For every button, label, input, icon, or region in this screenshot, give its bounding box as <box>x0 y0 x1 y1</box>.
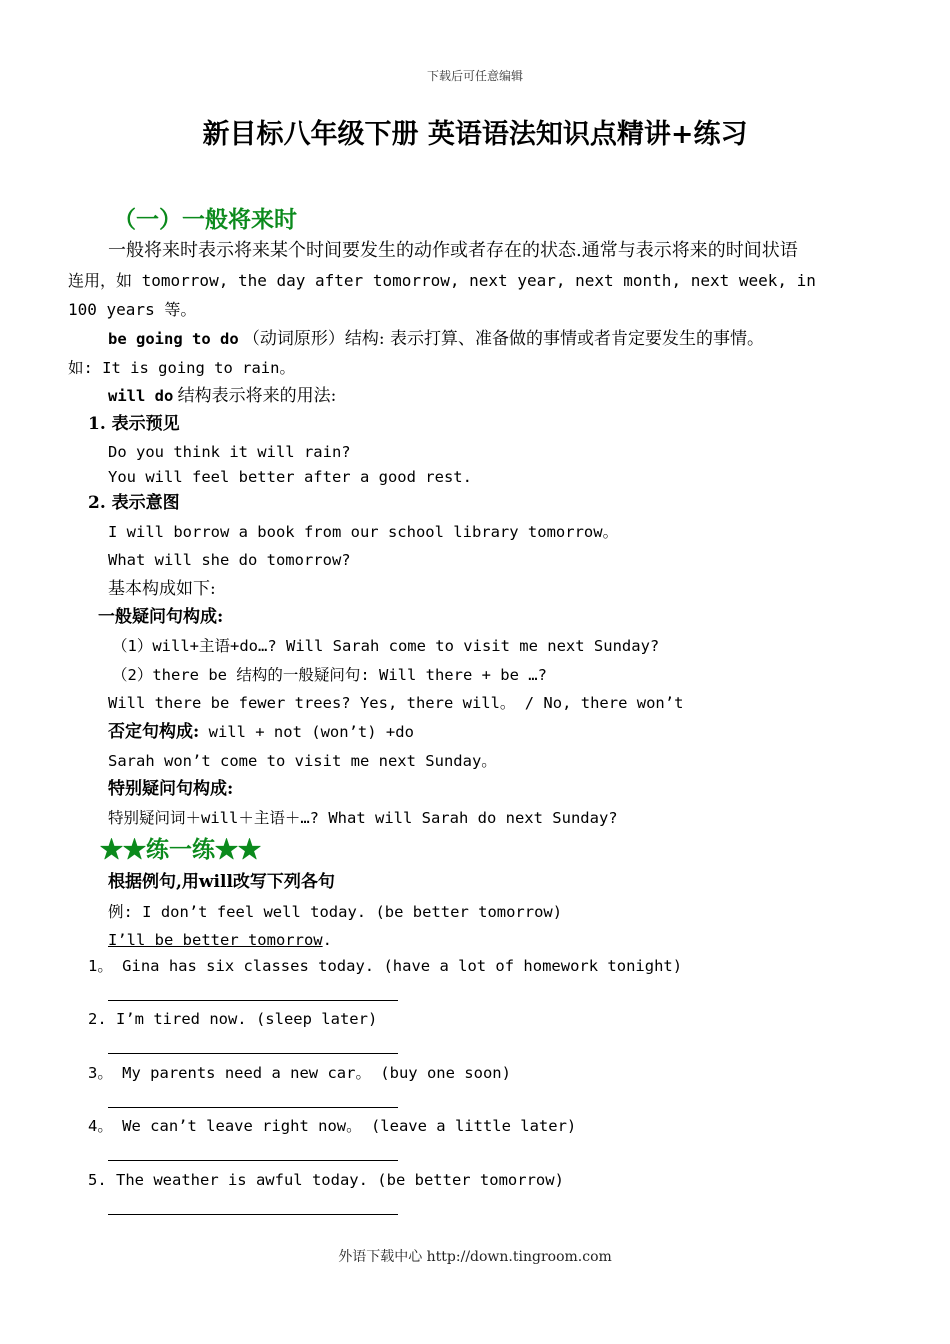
footer: 外语下载中心 http://down.tingroom.com <box>338 1249 612 1265</box>
use1-example-1: Do you think it will rain? <box>108 443 351 461</box>
exercise-item-1: 1。 Gina has six classes today. (have a lot of homework tonight) <box>88 957 683 975</box>
yesno-rule-2: （2）there be 结构的一般疑问句: Will there + be …? <box>112 666 547 684</box>
intro-line-3: 100 years 等。 <box>68 300 197 319</box>
wh-heading: 特别疑问句构成: <box>108 779 234 799</box>
answer-blank-2[interactable] <box>108 1053 398 1054</box>
use2-heading: 2. 表示意图 <box>88 493 180 513</box>
practice-example-answer-line <box>108 929 332 951</box>
yesno-example: Will there be fewer trees? Yes, there will。 / No, there won’t <box>108 694 684 712</box>
answer-blank-1[interactable] <box>108 1000 398 1001</box>
exercise-item-3: 3。 My parents need a new car。 (buy one soon) <box>88 1064 511 1082</box>
document-title: 新目标八年级下册 英语语法知识点精讲+练习 <box>202 119 748 150</box>
be-going-to-example: 如: It is going to rain。 <box>68 359 295 377</box>
use2-example-1: I will borrow a book from our school library tomorrow。 <box>108 523 619 541</box>
exercise-item-2: 2. I’m tired now. (sleep later) <box>88 1010 378 1028</box>
negative-example: Sarah won’t come to visit me next Sunday。 <box>108 752 497 770</box>
answer-blank-4[interactable] <box>108 1160 398 1161</box>
be-going-to-desc: （动词原形）结构: 表示打算、准备做的事情或者肯定要发生的事情。 <box>242 329 765 349</box>
practice-instruction: 根据例句,用will改写下列各句 <box>108 872 335 892</box>
basic-structure: 基本构成如下: <box>108 579 216 599</box>
intro-line-1: 一般将来时表示将来某个时间要发生的动作或者存在的状态.通常与表示将来的时间状语 <box>108 240 798 261</box>
exercise-item-4: 4。 We can’t leave right now。 (leave a little later) <box>88 1117 577 1135</box>
practice-example-answer-end: . <box>322 931 332 949</box>
use1-example-2: You will feel better after a good rest. <box>108 468 472 486</box>
yesno-rule-1: （1）will+主语+do…? Will Sarah come to visit me next Sunday? <box>112 637 660 655</box>
practice-heading: ★★练一练★★ <box>100 836 261 863</box>
practice-example-prompt: 例: I don’t feel well today. (be better tomorrow) <box>108 903 563 921</box>
exercise-item-5: 5. The weather is awful today. (be better tomorrow) <box>88 1171 564 1189</box>
section-heading-future-tense: （一）一般将来时 <box>113 206 297 233</box>
negative-label: 否定句构成: <box>108 722 200 742</box>
practice-example-answer: I’ll be better tomorrow <box>108 931 323 949</box>
yesno-heading: 一般疑问句构成: <box>98 607 224 627</box>
be-going-to-line <box>108 328 764 350</box>
header-note: 下载后可任意编辑 <box>426 69 523 83</box>
use1-heading: 1. 表示预见 <box>88 414 180 434</box>
wh-rule: 特别疑问词＋will＋主语＋…? What will Sarah do next Sunday? <box>108 809 618 827</box>
be-going-to-label: be going to do <box>108 330 239 348</box>
will-do-line <box>108 385 336 407</box>
answer-blank-5[interactable] <box>108 1214 398 1215</box>
use2-example-2: What will she do tomorrow? <box>108 551 351 569</box>
will-do-desc: 结构表示将来的用法: <box>177 386 337 406</box>
negative-rule: will + not (won’t) +do <box>199 723 414 741</box>
intro-line-2: 连用，如 tomorrow, the day after tomorrow, next year, next month, next week, in <box>68 271 816 290</box>
will-do-label: will do <box>108 387 174 405</box>
answer-blank-3[interactable] <box>108 1107 398 1108</box>
negative-line <box>108 721 414 743</box>
